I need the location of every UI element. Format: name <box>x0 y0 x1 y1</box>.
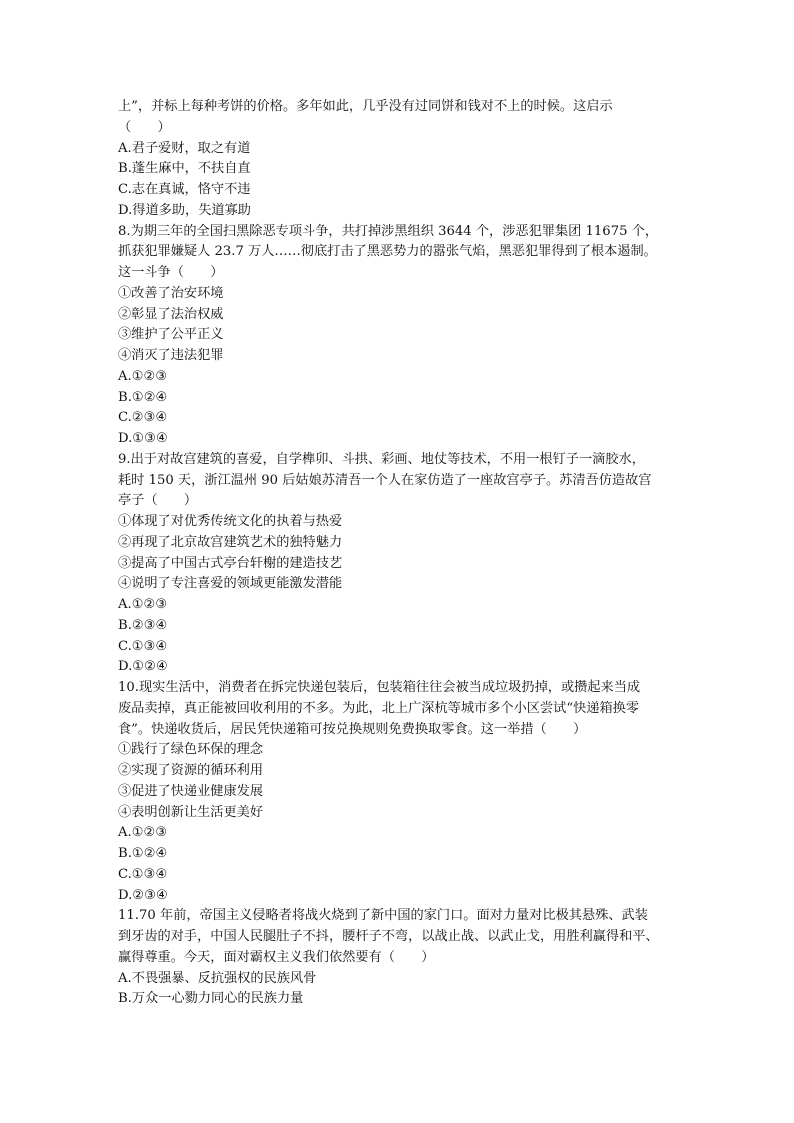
statement-4: ④消灭了违法犯罪 <box>118 348 224 363</box>
option-c: C.①③④ <box>118 866 168 882</box>
statement-1: ①践行了绿色环保的理念 <box>118 742 264 758</box>
question-text-line: 9.出于对故宫建筑的喜爱，自学榫卯、斗拱、彩画、地仗等技术，不用一根钉子一滴胶水， <box>118 451 645 467</box>
question-7-tail <box>118 97 684 222</box>
statement-2: ②彰显了法治权威 <box>118 306 224 322</box>
statement-4: ④表明创新让生活更美好 <box>118 804 264 820</box>
option-d: D.得道多助，失道寡助 <box>118 202 251 218</box>
statement-2: ②再现了北京故宫建筑艺术的独特魅力 <box>118 534 343 550</box>
question-text-line: 赢得尊重。今天，面对霸权主义我们依然要有（ ） <box>118 949 435 965</box>
question-text-line: 废品卖掉，真正能被回收利用的不多。为此，北上广深杭等城市多个小区尝试“快递箱换零 <box>118 700 640 716</box>
option-b: B.①②④ <box>118 846 168 861</box>
option-d: D.②③④ <box>118 887 168 903</box>
option-c: C.②③④ <box>118 410 168 426</box>
option-a: A.①②③ <box>118 597 168 612</box>
option-b: B.①②④ <box>118 389 168 405</box>
option-c: C.①③④ <box>118 638 168 654</box>
statement-4: ④说明了专注喜爱的领域更能激发潜能 <box>118 576 343 592</box>
question-text-line: 食”。快递收货后，居民凭快递箱可按兑换规则免费换取零食。这一举措（ ） <box>118 721 587 737</box>
statement-3: ③促进了快递业健康发展 <box>118 783 264 799</box>
question-text-line: 这一斗争（ ） <box>118 265 224 280</box>
question-text-line: 抓获犯罪嫌疑人 23.7 万人……彻底打击了黑恶势力的嚣张气焰，黑恶犯罪得到了根本遏制。 <box>118 244 657 260</box>
question-text-line: 10.现实生活中，消费者在拆完快递包装后，包装箱往往会被当成垃圾扔掉，或攒起来当成 <box>118 680 641 695</box>
answer-blank: （ ） <box>118 119 171 135</box>
statement-2: ②实现了资源的循环利用 <box>118 763 264 778</box>
question-text-line: 到牙齿的对手，中国人民腿肚子不抖，腰杆子不弯，以战止战、以武止戈，用胜利赢得和平、 <box>118 929 659 944</box>
question-11 <box>118 906 684 1010</box>
option-b: B.蓬生麻中，不扶自直 <box>118 161 251 177</box>
option-b: B.②③④ <box>118 617 168 633</box>
option-d: D.①②④ <box>118 659 168 675</box>
option-a: A.不畏强暴、反抗强权的民族风骨 <box>118 970 317 986</box>
statement-1: ①改善了治安环境 <box>118 285 224 301</box>
question-9 <box>118 450 684 678</box>
question-text-line: 耗时 150 天，浙江温州 90 后姑娘苏清吾一个人在家仿造了一座故宫亭子。苏清吾仿造故宫 <box>118 472 652 488</box>
option-d: D.①③④ <box>118 431 168 446</box>
option-a: A.①②③ <box>118 825 168 841</box>
option-a: A.君子爱财，取之有道 <box>118 140 251 156</box>
statement-3: ③提高了中国古式亭台轩榭的建造技艺 <box>118 555 343 571</box>
option-b: B.万众一心勠力同心的民族力量 <box>118 991 304 1007</box>
option-a: A.①②③ <box>118 368 168 384</box>
question-text-line: 亭子（ ） <box>118 493 198 509</box>
question-text-line: 8.为期三年的全国扫黑除恶专项斗争，共打掉涉黑组织 3644 个，涉恶犯罪集团 11675 个， <box>118 223 659 239</box>
question-text-line: 11.70 年前，帝国主义侵略者将战火烧到了新中国的家门口。面对力量对比极其悬殊、武装 <box>118 908 648 924</box>
statement-3: ③维护了公平正义 <box>118 327 224 343</box>
question-8 <box>118 222 684 450</box>
question-text-line: 上”，并标上每种考饼的价格。多年如此，几乎没有过同饼和钱对不上的时候。这启示 <box>118 99 613 114</box>
option-c: C.志在真诚，恪守不违 <box>118 182 251 197</box>
statement-1: ①体现了对优秀传统文化的执着与热爱 <box>118 514 343 529</box>
question-10 <box>118 678 684 906</box>
exam-page <box>118 97 684 1010</box>
